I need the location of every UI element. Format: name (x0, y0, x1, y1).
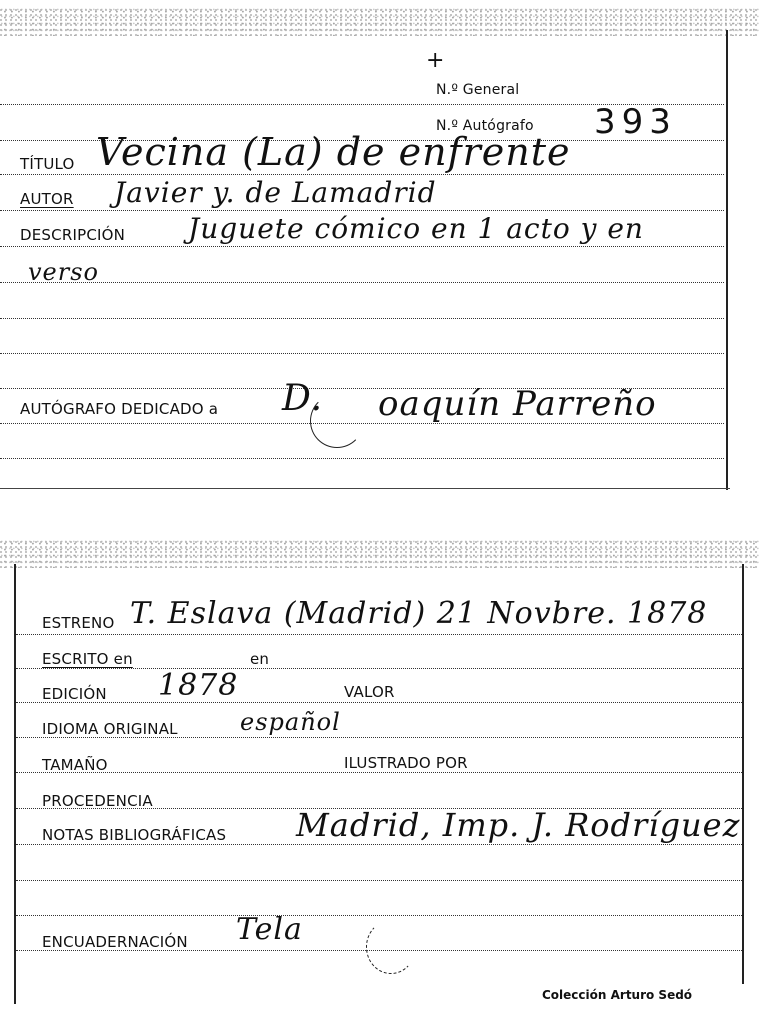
encuadernacion-value: Tela (236, 912, 303, 947)
rule-line (16, 772, 742, 773)
rule-line (0, 246, 724, 247)
descripcion-value: Juguete cómico en 1 acto y en (188, 212, 644, 245)
n-autografo-label: N.º Autógrafo (436, 118, 534, 134)
edicion-value: 1878 (158, 668, 239, 703)
rule-line (0, 174, 724, 175)
card-top-bottom-edge (0, 488, 730, 489)
descripcion-label: DESCRIPCIÓN (20, 226, 126, 244)
estreno-value: T. Eslava (Madrid) 21 Novbre. 1878 (130, 596, 708, 631)
valor-label: VALOR (344, 683, 395, 701)
card-top-noise-edge (0, 8, 759, 36)
rule-line (16, 668, 742, 669)
autor-value: Javier y. de Lamadrid (114, 176, 437, 209)
notas-label: NOTAS BIBLIOGRÁFICAS (42, 826, 227, 844)
n-autografo-value: 393 (594, 102, 677, 142)
rule-line (16, 880, 742, 881)
rule-line (16, 844, 742, 845)
idioma-label: IDIOMA ORIGINAL (42, 720, 178, 738)
collection-credit: Colección Arturo Sedó (542, 988, 693, 1002)
rule-line (0, 282, 724, 283)
escrito-en-label: en (250, 650, 270, 668)
rule-line (16, 915, 742, 916)
ilustrado-label: ILUSTRADO POR (344, 754, 468, 772)
edicion-label: EDICIÓN (42, 685, 107, 703)
ink-circle-mark (366, 920, 416, 974)
escrito-label: ESCRITO en (42, 650, 133, 668)
autor-label: AUTOR (20, 190, 74, 208)
rule-line (0, 353, 724, 354)
descripcion-continuation: verso (28, 258, 99, 286)
n-general-label: N.º General (436, 82, 520, 98)
card-bottom-left-edge (14, 564, 16, 1004)
rule-line (0, 210, 724, 211)
cross-mark: + (426, 48, 445, 73)
card-bottom-noise-edge (0, 540, 759, 568)
dedicado-label: AUTÓGRAFO DEDICADO a (20, 400, 219, 418)
rule-line (0, 318, 724, 319)
idioma-value: español (240, 708, 341, 736)
tamano-label: TAMAÑO (42, 756, 108, 774)
ink-circle-mark (310, 394, 364, 448)
estreno-label: ESTRENO (42, 614, 115, 632)
encuadernacion-label: ENCUADERNACIÓN (42, 933, 188, 951)
titulo-value: Vecina (La) de enfrente (96, 130, 571, 174)
card-top-right-edge (726, 30, 728, 490)
rule-line (16, 634, 742, 635)
dedicado-value-prefix: D. (282, 378, 324, 419)
notas-value: Madrid, Imp. J. Rodríguez (296, 806, 741, 844)
rule-line (16, 702, 742, 703)
titulo-label: TÍTULO (20, 155, 75, 173)
dedicado-value: oaquín Parreño (378, 384, 657, 424)
card-bottom-right-edge (742, 564, 744, 984)
rule-line (0, 458, 724, 459)
procedencia-label: PROCEDENCIA (42, 792, 153, 810)
